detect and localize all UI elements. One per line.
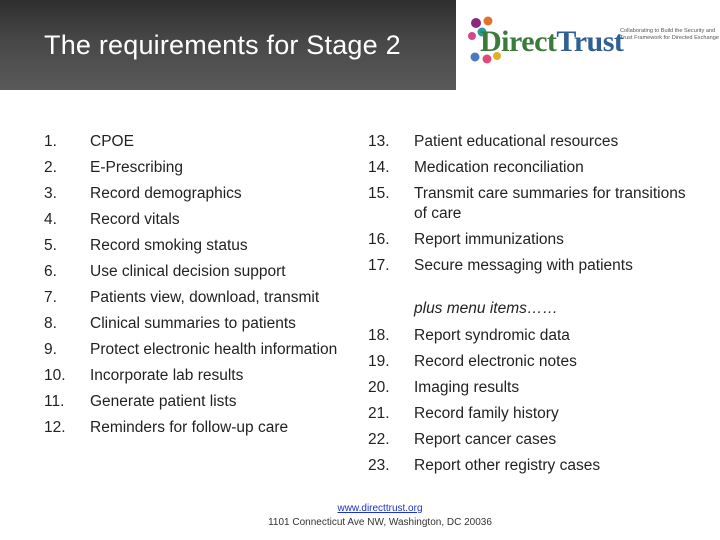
item-text: Secure messaging with patients <box>414 257 633 274</box>
item-text: Record family history <box>414 405 559 422</box>
item-number: 15. <box>368 185 390 202</box>
list-item <box>368 378 698 398</box>
logo-tagline: Collaborating to Build the Security and Trust Framework for Directed Exchange <box>620 28 719 41</box>
item-text: E-Prescribing <box>90 159 184 176</box>
list-item <box>368 326 698 346</box>
item-number: 19. <box>368 353 390 370</box>
item-text: Record electronic notes <box>414 353 577 370</box>
item-number: 16. <box>368 231 390 248</box>
footer-address: 1101 Connecticut Ave NW, Washington, DC 20036 <box>268 517 492 528</box>
list-item <box>44 340 344 360</box>
title-bar <box>0 0 720 90</box>
list-item <box>368 456 698 476</box>
item-number: 7. <box>44 289 57 306</box>
item-number: 14. <box>368 159 390 176</box>
item-text: Report other registry cases <box>414 457 601 474</box>
list-item <box>368 430 698 450</box>
slide-title: The requirements for Stage 2 <box>44 30 401 60</box>
list-item <box>44 288 344 308</box>
item-text: Imaging results <box>414 379 520 396</box>
item-text: Protect electronic health information <box>90 341 338 358</box>
list-item <box>368 230 698 250</box>
logo-word-direct: Direct <box>480 25 557 58</box>
item-number: 10. <box>44 367 66 384</box>
item-number: 6. <box>44 263 57 280</box>
menu-items-list <box>368 326 698 482</box>
item-text: Record demographics <box>90 185 242 202</box>
list-item <box>368 158 698 178</box>
item-text: Generate patient lists <box>90 393 237 410</box>
item-number: 23. <box>368 457 390 474</box>
list-item <box>44 210 344 230</box>
item-text: Medication reconciliation <box>414 159 584 176</box>
list-item <box>44 418 344 438</box>
list-item <box>44 158 344 178</box>
list-item <box>44 366 344 386</box>
list-item <box>44 184 344 204</box>
list-item <box>368 256 698 276</box>
item-number: 1. <box>44 133 57 150</box>
item-number: 5. <box>44 237 57 254</box>
menu-items-heading: plus menu items…… <box>414 300 558 317</box>
footer <box>0 502 720 530</box>
list-item <box>368 404 698 424</box>
item-number: 12. <box>44 419 66 436</box>
directtrust-logo <box>456 0 720 90</box>
item-number: 9. <box>44 341 57 358</box>
item-number: 18. <box>368 327 390 344</box>
list-item <box>44 314 344 334</box>
website-link[interactable]: www.directtrust.org <box>337 503 423 514</box>
stage2-core-list-continued <box>368 132 698 282</box>
item-text: Clinical summaries to patients <box>90 315 296 332</box>
item-text: Report cancer cases <box>414 431 557 448</box>
item-text: CPOE <box>90 133 134 150</box>
item-text: Record vitals <box>90 211 180 228</box>
item-number: 2. <box>44 159 57 176</box>
item-number: 21. <box>368 405 390 422</box>
item-text: Report syndromic data <box>414 327 570 344</box>
list-item <box>44 236 344 256</box>
logo-wordmark <box>480 25 623 59</box>
list-item <box>368 184 698 224</box>
item-number: 3. <box>44 185 57 202</box>
item-number: 4. <box>44 211 57 228</box>
item-text: Patients view, download, transmit <box>90 289 320 306</box>
item-number: 13. <box>368 133 390 150</box>
item-text: Patient educational resources <box>414 133 619 150</box>
stage2-core-list <box>44 132 344 444</box>
item-number: 8. <box>44 315 57 332</box>
item-text: Record smoking status <box>90 237 248 254</box>
item-number: 17. <box>368 257 390 274</box>
logo-word-trust: Trust <box>556 25 624 58</box>
item-text: Use clinical decision support <box>90 263 286 280</box>
list-item <box>44 132 344 152</box>
list-item <box>44 262 344 282</box>
item-text: Reminders for follow-up care <box>90 419 289 436</box>
item-number: 11. <box>44 393 65 410</box>
item-text: Incorporate lab results <box>90 367 244 384</box>
item-number: 22. <box>368 431 390 448</box>
list-item <box>368 352 698 372</box>
list-item <box>368 132 698 152</box>
item-text: Transmit care summaries for transitions of care <box>414 185 686 222</box>
item-text: Report immunizations <box>414 231 564 248</box>
list-item <box>44 392 344 412</box>
item-number: 20. <box>368 379 390 396</box>
